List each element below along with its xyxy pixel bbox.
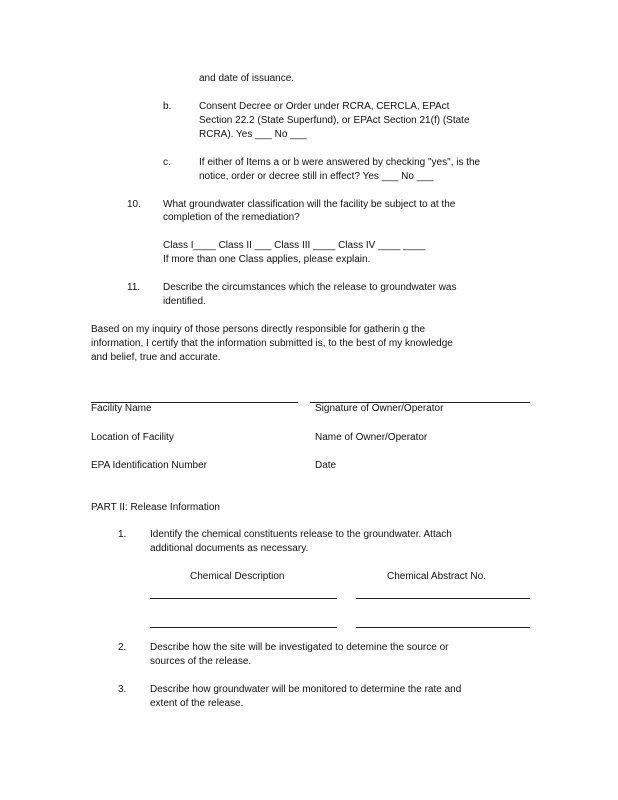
item-b-line1: Consent Decree or Order under RCRA, CERCLA, EPAct: [199, 101, 450, 112]
q11-number: 11.: [127, 282, 141, 293]
location-label: Location of Facility: [91, 432, 174, 443]
part2-q3-number: 3.: [118, 684, 127, 695]
part2-q1-line2: additional documents as necessary.: [150, 543, 309, 554]
certification-line3: and belief, true and accurate.: [91, 352, 221, 363]
facility-name-label: Facility Name: [91, 403, 152, 414]
item-b-label: b.: [163, 101, 172, 112]
q10-number: 10.: [127, 199, 141, 210]
chemical-abstract-line-2: [356, 627, 530, 628]
item-c-label: c.: [163, 157, 171, 168]
part2-q1-line1: Identify the chemical constituents release to the groundwater. Attach: [150, 529, 452, 540]
q11-line1: Describe the circumstances which the release to groundwater was: [163, 282, 457, 293]
item-b-line3: RCRA). Yes ___ No ___: [199, 129, 307, 140]
certification-line1: Based on my inquiry of those persons directly responsible for gatherin g the: [91, 324, 426, 335]
part2-q1-number: 1.: [118, 529, 127, 540]
epa-id-label: EPA Identification Number: [91, 460, 207, 471]
item-a-line1: and date of issuance.: [199, 73, 295, 84]
part2-q3-line1: Describe how groundwater will be monitored to determine the rate and: [150, 684, 462, 695]
q10-line1: What groundwater classification will the facility be subject to at the: [163, 199, 456, 210]
item-b-line2: Section 22.2 (State Superfund), or EPAct Section 21(f) (State: [199, 115, 470, 126]
part2-heading: PART II: Release Information: [91, 502, 220, 513]
part2-q3-line2: extent of the release.: [150, 698, 244, 709]
item-c-line1: If either of Items a or b were answered by checking "yes", is the: [199, 157, 481, 168]
certification-line2: information, I certify that the information submitted is, to the best of my knowledge: [91, 338, 453, 349]
item-c-line2: notice, order or decree still in effect? Yes ___ No ___: [199, 171, 434, 182]
owner-name-label: Name of Owner/Operator: [315, 432, 428, 443]
part2-q2-number: 2.: [118, 642, 127, 653]
q10-classes: Class I____ Class II ___ Class III ____ Class IV ____ ____: [163, 240, 426, 251]
part2-q2-line1: Describe how the site will be investigated to detemine the source or: [150, 642, 449, 653]
part2-q2-line2: sources of the release.: [150, 656, 252, 667]
chemical-abstract-header: Chemical Abstract No.: [387, 571, 486, 582]
q10-line2: completion of the remediation?: [163, 212, 300, 223]
chemical-description-line-2: [150, 627, 337, 628]
chemical-description-line-1: [150, 598, 337, 599]
signature-label: Signature of Owner/Operator: [315, 403, 444, 414]
date-label: Date: [315, 460, 337, 471]
chemical-description-header: Chemical Description: [190, 571, 285, 582]
q10-more: If more than one Class applies, please explain.: [163, 254, 371, 265]
q11-line2: identified.: [163, 296, 206, 307]
chemical-abstract-line-1: [356, 598, 530, 599]
